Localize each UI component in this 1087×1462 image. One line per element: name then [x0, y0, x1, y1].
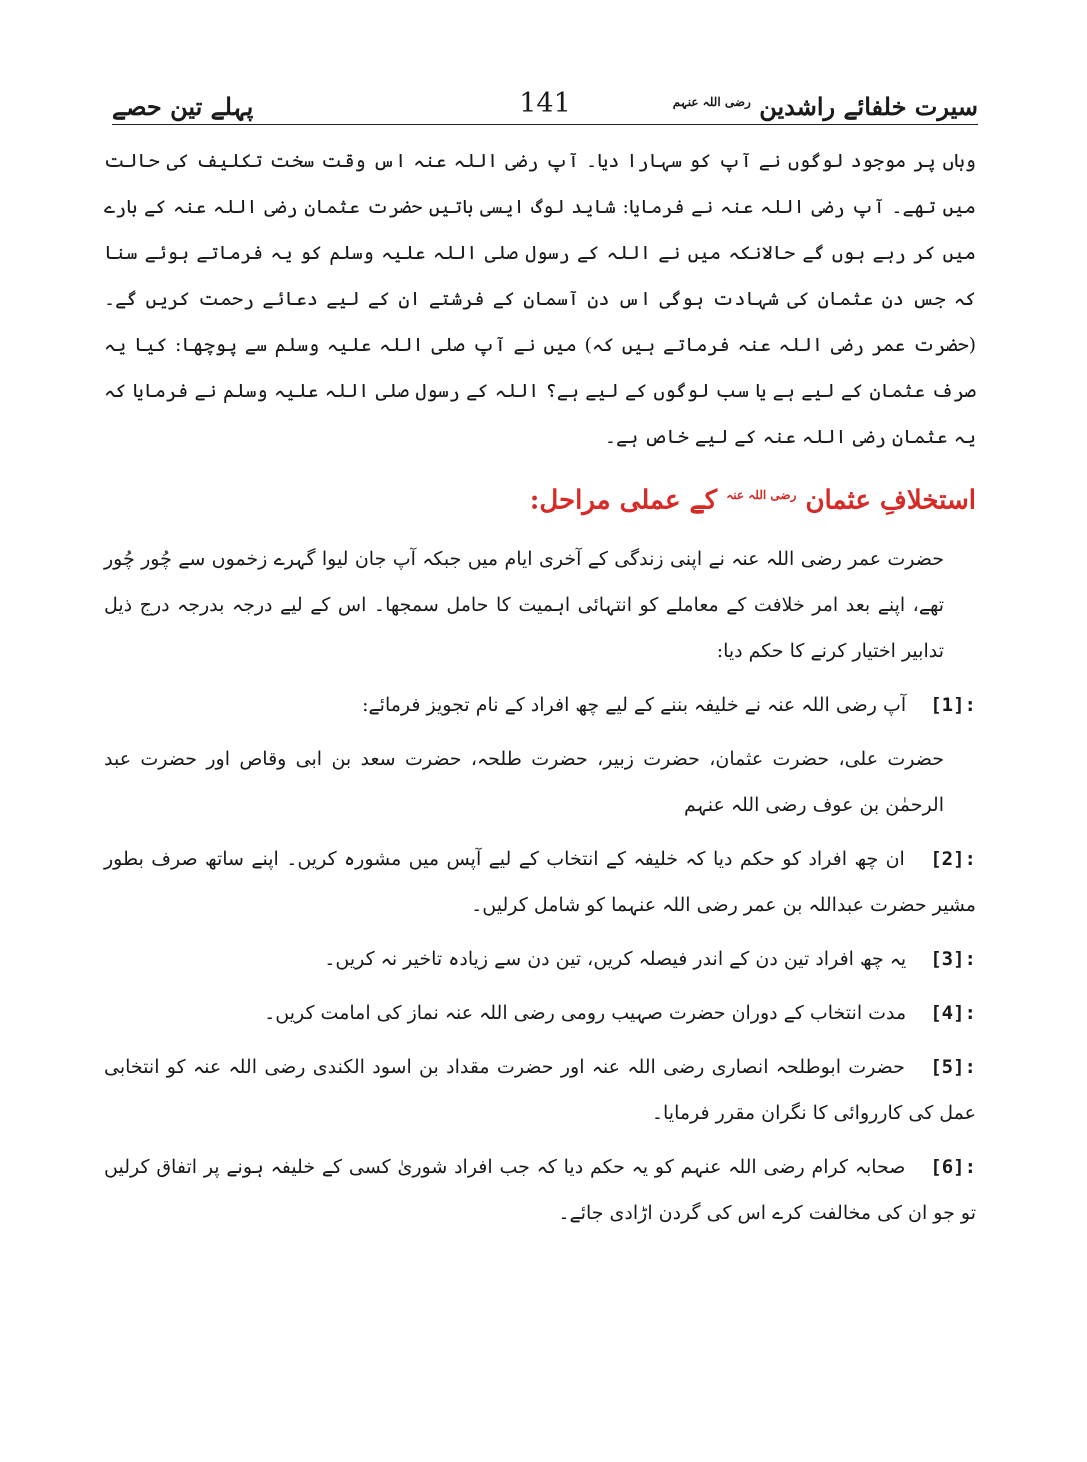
section-heading-seal: رضی اللہ عنہ: [726, 488, 797, 502]
step-4: [104, 990, 976, 1036]
step-text: یہ چھ افراد تین دن کے اندر فیصلہ کریں، تین دن سے زیادہ تاخیر نہ کریں۔: [324, 947, 907, 970]
step-3: [104, 936, 976, 982]
step-2: [104, 836, 976, 928]
intro-paragraph: وہاں پر موجود لوگوں نے آپ کو سہارا دیا۔ آپ رضی اللہ عنہ اس وقت سخت تکلیف کی حالت میں تھے۔ آپ رضی اللہ عنہ نے فرمایا: شاید لوگ ایسی باتیں حضرت عثمان رضی اللہ عنہ کے بارے میں کر رہے ہوں گے حالانکہ میں نے اللہ کے رسول صلی اللہ علیہ وسلم کو یہ فرماتے ہوئے سنا کہ جس دن عثمان کی شہادت ہوگی اس دن آسمان کے فرشتے ان کے لیے دعائے رحمت کریں گے۔ (حضرت عمر رضی اللہ عنہ فرماتے ہیں کہ) میں نے آپ صلی اللہ علیہ وسلم سے پوچھا: کیا یہ صرف عثمان کے لیے ہے یا سب لوگوں کے لیے ہے؟ اللہ کے رسول صلی اللہ علیہ وسلم نے فرمایا کہ یہ عثمان رضی اللہ عنہ کے لیے خاص ہے۔: [104, 150, 976, 448]
step-text: آپ رضی اللہ عنہ نے خلیفہ بننے کے لیے چھ افراد کے نام تجویز فرمائے:: [362, 693, 907, 716]
step-6: [104, 1144, 976, 1236]
step-number: [4]:: [930, 1001, 976, 1024]
page-header: [112, 88, 978, 125]
body-paragraph: حضرت عمر رضی اللہ عنہ نے اپنی زندگی کے آخری ایام میں جبکہ آپ جان لیوا گہرے زخموں سے چُور چُور تھے، اپنے بعد امر خلافت کے معاملے کو انتہائی اہمیت کا حامل سمجھا۔ اس کے لیے درجہ بدرجہ درج ذیل تدابیر اختیار کرنے کا حکم دیا:: [104, 547, 944, 662]
section-label: پہلے تین حصے: [112, 92, 254, 121]
book-title-text: سیرت خلفائے راشدین: [759, 92, 978, 121]
step-text: مدت انتخاب کے دوران حضرت صہیب رومی رضی اللہ عنہ نماز کی امامت کریں۔: [264, 1001, 907, 1024]
book-title-seal: رضی اللہ عنہم: [672, 95, 751, 109]
step-text: صحابہ کرام رضی اللہ عنہم کو یہ حکم دیا کہ جب افراد شوریٰ کسی کے خلیفہ ہونے پر اتفاق کرلیں تو جو ان کی مخالفت کرے اس کی گردن اڑادی جائے۔: [104, 1155, 976, 1224]
page-content: [104, 138, 976, 1244]
step-number: [6]:: [930, 1155, 977, 1178]
step-number: [2]:: [930, 847, 976, 870]
step-5: [104, 1044, 976, 1136]
step-1-note: حضرت علی، حضرت عثمان، حضرت زبیر، حضرت طلحہ، حضرت سعد بن ابی وقاص اور حضرت عبد الرحمٰن بن عوف رضی اللہ عنہم: [104, 747, 944, 816]
section-heading-rest: کے عملی مراحل:: [529, 485, 718, 516]
step-1: [104, 682, 976, 728]
section-heading: [104, 470, 976, 526]
book-title: [673, 92, 978, 121]
step-text: ان چھ افراد کو حکم دیا کہ خلیفہ کے انتخاب کے لیے آپس میں مشورہ کریں۔ اپنے ساتھ صرف بطور مشیر حضرت عبداللہ بن عمر رضی اللہ عنہما کو شامل کرلیں۔: [104, 847, 976, 916]
step-number: [3]:: [930, 947, 976, 970]
step-number: [5]:: [930, 1055, 976, 1078]
section-heading-main: استخلافِ عثمان: [805, 485, 976, 516]
step-number: [1]:: [930, 693, 976, 716]
page-number: 141: [519, 88, 571, 119]
step-text: حضرت ابوطلحہ انصاری رضی اللہ عنہ اور حضرت مقداد بن اسود الکندی رضی اللہ عنہ کو انتخابی عمل کی کارروائی کا نگران مقرر فرمایا۔: [104, 1055, 976, 1124]
